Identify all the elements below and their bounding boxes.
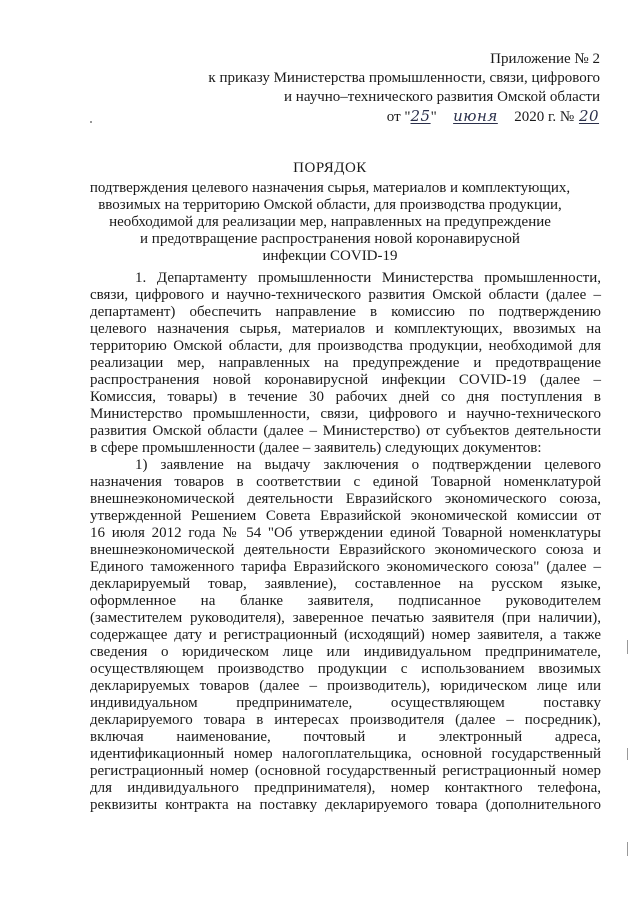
body-line: департамент) обеспечить направление в комиссию по подтверждению: [90, 304, 601, 320]
body-line: Единого таможенного тарифа Евразийского экономического союза" (далее –: [90, 559, 601, 575]
body-line: Министерство промышленности, связи, цифрового и научно-технического: [90, 406, 601, 422]
body-line: 1) заявление на выдачу заключения о подтверждении целевого: [135, 457, 601, 473]
scan-dot-mark: [90, 121, 92, 123]
body-line: осуществляющем производство продукции с использованием ввозимых: [90, 661, 601, 677]
title-heading: ПОРЯДОК: [293, 160, 367, 176]
body-line: в сфере промышленности (далее – заявитель) следующих документов:: [90, 440, 542, 456]
appendix-order-reference: к приказу Министерства промышленности, связи, цифрового: [208, 70, 600, 86]
body-line: идентификационный номер налогоплательщика, основной государственный: [90, 746, 601, 762]
body-line: целевого назначения сырья, материалов и комплектующих, ввозимых на: [90, 321, 601, 337]
order-date-quote: ": [430, 109, 437, 125]
body-line: регистрационный номер (основной государственный регистрационный номер: [90, 763, 601, 779]
body-line: декларируемого товара в интересах производителя (далее – посредник),: [90, 712, 601, 728]
appendix-header: [208, 50, 600, 127]
body-line: для индивидуального предпринимателя), номер контактного телефона,: [90, 780, 601, 796]
order-day-handwritten: 25: [410, 107, 431, 125]
title-line: и предотвращение распространения новой коронавирусной: [140, 231, 520, 247]
scan-edge-mark: [627, 748, 628, 760]
body-line: декларируемых товаров (далее – производитель), юридическом лице или: [90, 678, 601, 694]
body-line: реквизиты контракта на поставку декларируемого товара (дополнительного: [90, 797, 601, 813]
body-line: 16 июля 2012 года № 54 "Об утверждении единой Товарной номенклатуры: [90, 525, 601, 541]
appendix-number: Приложение № 2: [490, 51, 600, 67]
appendix-order-date-line: [208, 107, 600, 127]
title-line: необходимой для реализации мер, направленных на предупреждение: [109, 214, 551, 230]
document-title: [60, 160, 600, 265]
body-line: включая наименование, почтовый и электронный адреса,: [90, 729, 601, 745]
body-line: внешнеэкономической деятельности Евразийского экономического союза и: [90, 542, 601, 558]
appendix-ministry-name: и научно–технического развития Омской области: [284, 89, 600, 105]
body-line: индивидуальном предпринимателе, осуществляющем поставку: [90, 695, 601, 711]
document-body: [90, 270, 601, 814]
body-line: Комиссия, товары) в течение 30 рабочих дней со дня поступления в: [90, 389, 601, 405]
body-line: внешнеэкономической деятельности Евразийского экономического союза,: [90, 491, 601, 507]
body-line: (заместителем руководителя), заверенное печатью заявителя (при наличии),: [90, 610, 601, 626]
title-line: ввозимых на территорию Омской области, для производства продукции,: [98, 197, 562, 213]
body-line: 1. Департаменту промышленности Министерства промышленности,: [135, 270, 601, 286]
body-line: реализации мер, направленных на предупреждение и предотвращение: [90, 355, 601, 371]
body-line: развития Омской области (далее – Министерство) от субъектов деятельности: [90, 423, 601, 439]
body-line: оформленное на бланке заявителя, подписанное руководителем: [90, 593, 601, 609]
order-date-prefix: от ": [386, 109, 411, 125]
body-line: территорию Омской области, для производства продукции, необходимой для: [90, 338, 601, 354]
body-line: связи, цифрового и научно-технического развития Омской области (далее –: [90, 287, 601, 303]
order-year: 2020 г. №: [514, 109, 575, 125]
body-line: утвержденной Решением Совета Евразийской экономической комиссии от: [90, 508, 601, 524]
body-line: сведения о юридическом лице или индивидуальном предпринимателе,: [90, 644, 601, 660]
order-number-handwritten: 20: [578, 107, 600, 125]
title-line: подтверждения целевого назначения сырья, материалов и комплектующих,: [89, 180, 571, 196]
title-line: инфекции COVID-19: [262, 248, 398, 264]
body-line: распространения новой коронавирусной инфекции COVID-19 (далее –: [90, 372, 601, 388]
body-line: содержащее дату и регистрационный (исходящий) номер заявителя, а также: [90, 627, 601, 643]
body-line: назначения товаров в соответствии с единой Товарной номенклатурой: [90, 474, 601, 490]
body-line: декларируемый товар, заявление), составленное на русском языке,: [90, 576, 601, 592]
order-month-handwritten: июня: [453, 107, 498, 125]
scan-edge-mark: [627, 842, 628, 856]
scan-edge-mark: [627, 640, 628, 654]
